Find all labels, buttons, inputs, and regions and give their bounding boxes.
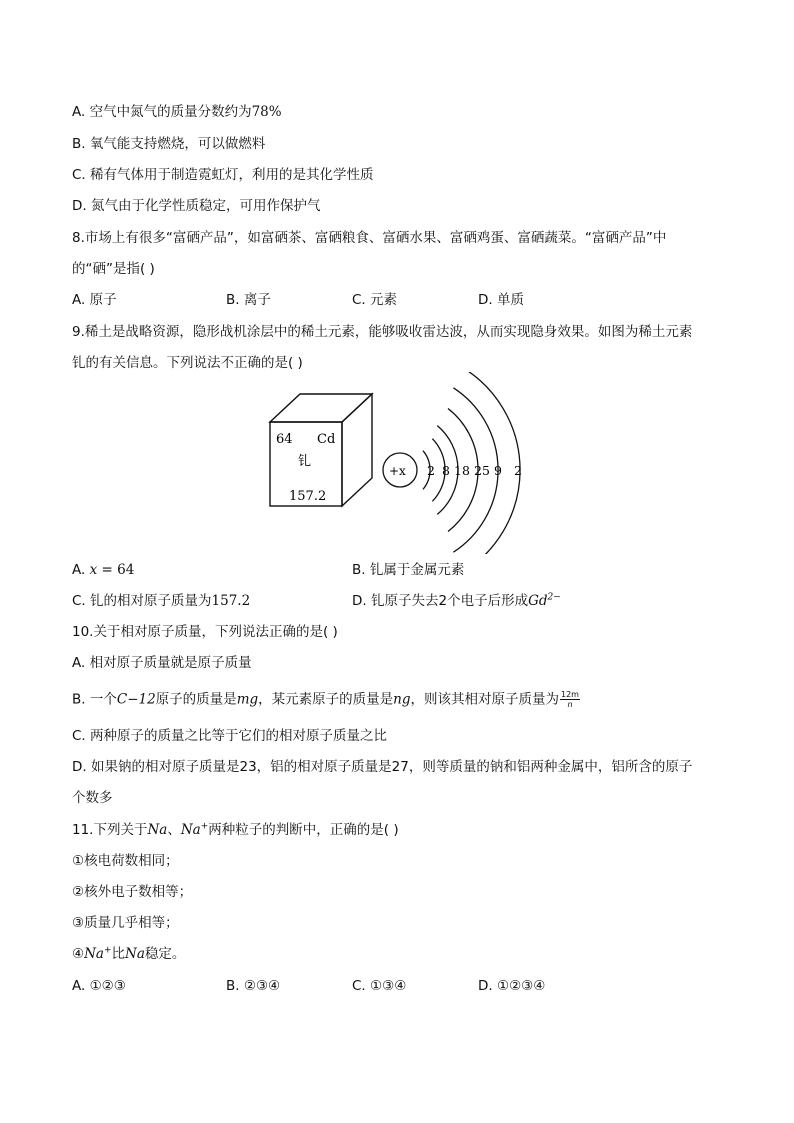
shell-count-3: 18 xyxy=(454,463,470,478)
q9-option-c: C. 钆的相对原子质量为157.2 xyxy=(72,593,251,609)
shell-count-6: 2 xyxy=(514,463,522,478)
fraction-12m-over-n: $\frac{12m}{n}$ xyxy=(560,690,579,709)
shell-count-2: 8 xyxy=(442,463,450,478)
q11-statement-2: ②核外电子数相等； xyxy=(72,884,193,900)
q8-option-b: B. 离子 xyxy=(226,292,271,308)
q10-option-a: A. 相对原子质量就是原子质量 xyxy=(72,655,252,671)
gadolinium-figure xyxy=(260,372,535,558)
element-and-atom-diagram xyxy=(260,372,535,554)
q11-statement-4: ④Na+比Na稳定。 xyxy=(72,945,186,962)
element-name: 钆 xyxy=(298,454,312,469)
q9-option-a: A. x = 64 xyxy=(72,562,135,578)
q10-option-c: C. 两种原子的质量之比等于它们的相对原子质量之比 xyxy=(72,728,388,744)
q9-option-d: D. 钆原子失去2个电子后形成$Gd^{2-}$ xyxy=(352,592,561,609)
q11-option-d: D. ①②③④ xyxy=(478,978,546,994)
q9-stem-line2: 钆的有关信息。下列说法不正确的是( ) xyxy=(72,355,303,371)
q8-option-c: C. 元素 xyxy=(352,292,398,308)
q8-option-a: A. 原子 xyxy=(72,292,117,308)
electron-shell-arcs xyxy=(423,372,520,554)
shell-count-4: 25 xyxy=(474,463,490,478)
q7-option-b: B. 氧气能支持燃烧，可以做燃料 xyxy=(72,136,266,152)
q10-option-d-line2: 个数多 xyxy=(72,790,113,806)
ion-charge: 2− xyxy=(547,592,561,603)
atomic-number: 64 xyxy=(276,432,293,447)
q11-option-c: C. ①③④ xyxy=(352,978,407,994)
ion-symbol: Gd xyxy=(528,593,548,609)
relative-atomic-mass: 157.2 xyxy=(289,489,327,504)
q7-option-c: C. 稀有气体用于制造霓虹灯，利用的是其化学性质 xyxy=(72,167,374,183)
q10-option-d-line1: D. 如果钠的相对原子质量是23，铝的相对原子质量是27，则等质量的钠和铝两种金属中，铝所含的原子 xyxy=(72,759,693,775)
element-cube xyxy=(270,394,372,506)
q10-stem: 10.关于相对原子质量，下列说法正确的是( ) xyxy=(72,624,338,640)
variable-x: x xyxy=(89,562,98,578)
cube-side-face xyxy=(342,394,372,506)
q8-stem-line1: 8.市场上有很多“富硒产品”，如富硒茶、富硒粮食、富硒水果、富硒鸡蛋、富硒蔬菜。“富硒产品”中 xyxy=(72,230,667,246)
q11-statement-3: ③质量几乎相等； xyxy=(72,915,179,931)
q7-option-a-text: A. 空气中氮气的质量分数约为 xyxy=(72,104,252,120)
q11-statement-1: ①核电荷数相同； xyxy=(72,853,179,869)
q10-option-b: B. 一个C−12原子的质量是mg，某元素原子的质量是ng，则该其相对原子质量为 $\frac{12m}{n}$ xyxy=(72,690,579,709)
q8-option-d: D. 单质 xyxy=(478,292,524,308)
q9-stem-line1: 9.稀土是战略资源，隐形战机涂层中的稀土元素，能够吸收雷达波，从而实现隐身效果。如图为稀土元素 xyxy=(72,324,693,340)
q11-stem: 11.下列关于Na、Na+两种粒子的判断中，正确的是( ) xyxy=(72,821,399,838)
q11-option-a: A. ①②③ xyxy=(72,978,126,994)
shell-count-5: 9 xyxy=(494,463,502,478)
atom-structure xyxy=(383,372,522,554)
element-symbol: Cd xyxy=(317,432,336,447)
q9-option-b: B. 钆属于金属元素 xyxy=(352,562,465,578)
shell-count-1: 2 xyxy=(427,463,435,478)
nucleus-charge: +x xyxy=(389,464,406,478)
q7-option-a xyxy=(72,103,282,121)
q11-option-b: B. ②③④ xyxy=(226,978,281,994)
q7-option-a-value: 78% xyxy=(251,104,282,120)
q7-option-d: D. 氮气由于化学性质稳定，可用作保护气 xyxy=(72,198,321,214)
q8-stem-line2: 的“硒”是指( ) xyxy=(72,261,155,277)
